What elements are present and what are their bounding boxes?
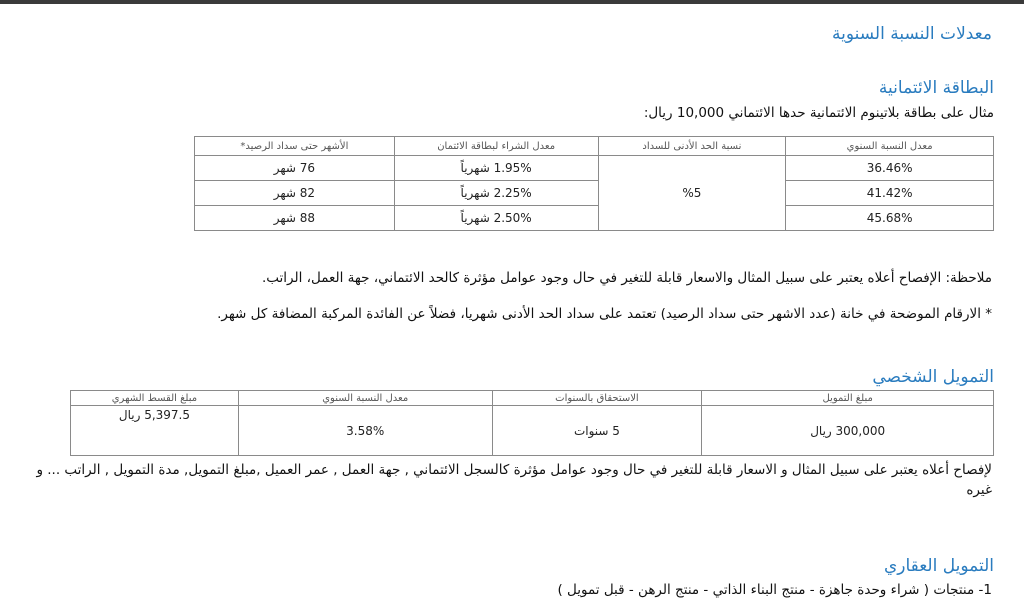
purchase-cell: 1.95% شهرياً [394, 156, 598, 181]
top-border [0, 0, 1024, 4]
years-cell: 5 سنوات [492, 406, 702, 456]
table-row [195, 206, 994, 231]
months-cell: 82 شهر [195, 181, 395, 206]
header-apr: معدل النسبة السنوي [238, 391, 492, 406]
table-header-row [195, 137, 994, 156]
header-amount: مبلغ التمويل [702, 391, 994, 406]
real-estate-item-1: 1- منتجات ( شراء وحدة جاهزة - منتج البناء الذاتي - منتج الرهن - قبل تمويل ) [557, 582, 992, 598]
personal-finance-note: لإفصاح أعلاه يعتبر على سبيل المثال و الاسعار قابلة للتغير في حال وجود عوامل مؤثرة كالسجل الائتماني , جهة العمل , عمر العميل ,مبلغ التمويل, مدة التمويل , الراتب ... و غيره [36, 462, 992, 498]
apr-cell: 45.68% [786, 206, 994, 231]
real-estate-title: التمويل العقاري [883, 556, 994, 576]
annual-rates-title: معدلات النسبة السنوية [831, 24, 992, 44]
credit-card-table [194, 136, 994, 231]
credit-card-footnote: * الارقام الموضحة في خانة (عدد الاشهر حتى سداد الرصيد) تعتمد على سداد الحد الأدنى شهريا، فضلاً عن الفائدة المركبة المضافة كل شهر. [217, 306, 992, 322]
purchase-cell: 2.25% شهرياً [394, 181, 598, 206]
months-cell: 88 شهر [195, 206, 395, 231]
min-payment-cell: %5 [598, 156, 786, 231]
apr-cell: 3.58% [238, 406, 492, 456]
personal-finance-title: التمويل الشخصي [872, 367, 994, 387]
table-row [195, 181, 994, 206]
header-months: الأشهر حتى سداد الرصيد* [195, 137, 395, 156]
credit-card-note: ملاحظة: الإفصاح أعلاه يعتبر على سبيل المثال والاسعار قابلة للتغير في حال وجود عوامل مؤثرة كالحد الائتماني، جهة العمل، الراتب. [261, 270, 992, 286]
personal-finance-table [70, 390, 994, 456]
header-years: الاستحقاق بالسنوات [492, 391, 702, 406]
credit-card-example: مثال على بطاقة بلاتينوم الائتمانية حدها الائتماني 10,000 ريال: [643, 105, 994, 121]
apr-cell: 36.46% [786, 156, 994, 181]
installment-cell: 5,397.5 ريال [71, 406, 239, 456]
header-apr: معدل النسبة السنوي [786, 137, 994, 156]
table-row [195, 156, 994, 181]
purchase-cell: 2.50% شهرياً [394, 206, 598, 231]
table-header-row [71, 391, 994, 406]
credit-card-title: البطاقة الائتمانية [878, 78, 994, 98]
header-purchase-rate: معدل الشراء لبطاقة الائتمان [394, 137, 598, 156]
header-min-payment: نسبة الحد الأدنى للسداد [598, 137, 786, 156]
apr-cell: 41.42% [786, 181, 994, 206]
header-installment: مبلغ القسط الشهري [71, 391, 239, 406]
months-cell: 76 شهر [195, 156, 395, 181]
table-row [71, 406, 994, 456]
amount-cell: 300,000 ريال [702, 406, 994, 456]
